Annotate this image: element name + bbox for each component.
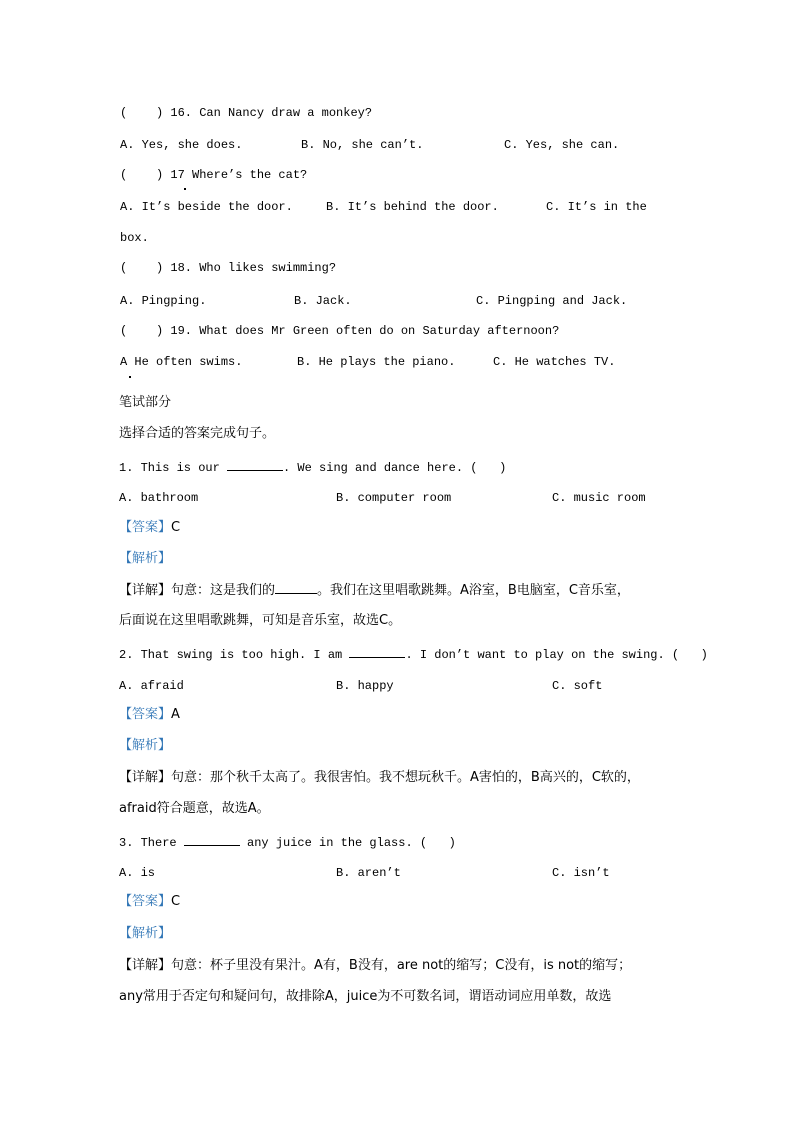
- option-c: C. He watches TV.: [493, 355, 616, 369]
- option-c: C. It’s in the: [546, 200, 647, 214]
- detail-label: 【详解】: [119, 958, 172, 973]
- answer-value: A: [171, 707, 180, 722]
- option-b: B. No, she can’t.: [301, 138, 424, 152]
- answer-blank: [184, 833, 240, 846]
- instruction: 选择合适的答案完成句子。: [119, 426, 276, 441]
- detail-text: 。我们在这里唱歌跳舞。A浴室，B电脑室，C音乐室，: [317, 583, 630, 598]
- option-a: A. afraid: [119, 679, 184, 693]
- question-2: [119, 645, 708, 663]
- answer-line: [119, 706, 180, 724]
- option-a: A. It’s beside the door.: [120, 200, 293, 214]
- option-a: A. bathroom: [119, 491, 199, 505]
- question-text: . We sing and dance here. ( ): [283, 461, 507, 475]
- analysis-label: 【解析】: [119, 738, 172, 753]
- question-17: ( ) 17 Where’s the cat?: [120, 168, 308, 182]
- detail-text: 句意：这是我们的: [171, 583, 276, 598]
- detail-line: [119, 581, 630, 599]
- question-18: ( ) 18. Who likes swimming?: [120, 261, 337, 275]
- answer-label: 【答案】: [119, 520, 172, 535]
- stray-dot: [129, 376, 131, 378]
- answer-value: C: [171, 894, 181, 909]
- option-c: C. music room: [552, 491, 646, 505]
- option-a: A. Yes, she does.: [120, 138, 243, 152]
- answer-label: 【答案】: [119, 894, 172, 909]
- option-a: A. Pingping.: [120, 294, 207, 308]
- answer-blank: [275, 581, 317, 594]
- answer-blank: [349, 645, 405, 658]
- answer-value: C: [171, 520, 181, 535]
- option-b: B. happy: [336, 679, 394, 693]
- question-text: 1. This is our: [119, 461, 228, 475]
- detail-line: [119, 769, 640, 787]
- detail-line-2: afraid符合题意，故选A。: [119, 801, 270, 816]
- stray-dot: [184, 188, 186, 190]
- analysis-label: 【解析】: [119, 926, 172, 941]
- analysis-label: 【解析】: [119, 551, 172, 566]
- option-a: A. is: [119, 866, 156, 880]
- option-c: C. Yes, she can.: [504, 138, 620, 152]
- answer-line: [119, 893, 180, 911]
- section-title: 笔试部分: [119, 395, 172, 410]
- option-b: B. computer room: [336, 491, 452, 505]
- answer-blank: [227, 458, 283, 471]
- option-b: B. Jack.: [294, 294, 352, 308]
- question-19: ( ) 19. What does Mr Green often do on Saturday afternoon?: [120, 324, 560, 338]
- option-a: A He often swims.: [120, 355, 243, 369]
- answer-line: [119, 519, 180, 537]
- question-16: ( ) 16. Can Nancy draw a monkey?: [120, 106, 373, 120]
- question-1: [119, 458, 506, 476]
- detail-line-2: 后面说在这里唱歌跳舞，可知是音乐室，故选C。: [119, 613, 402, 628]
- detail-line-2: any常用于否定句和疑问句，故排除A，juice为不可数名词，谓语动词应用单数，故选: [119, 989, 612, 1004]
- question-text: 3. There: [119, 836, 184, 850]
- option-b: B. It’s behind the door.: [326, 200, 499, 214]
- question-text: 2. That swing is too high. I am: [119, 648, 350, 662]
- question-text: any juice in the glass. ( ): [239, 836, 456, 850]
- question-text: . I don’t want to play on the swing. ( ): [405, 648, 708, 662]
- question-3: [119, 833, 456, 851]
- answer-label: 【答案】: [119, 707, 172, 722]
- detail-line: [119, 957, 631, 975]
- option-c: C. isn’t: [552, 866, 610, 880]
- option-b: B. aren’t: [336, 866, 401, 880]
- option-c: C. Pingping and Jack.: [476, 294, 628, 308]
- option-c: C. soft: [552, 679, 603, 693]
- detail-label: 【详解】: [119, 770, 172, 785]
- option-b: B. He plays the piano.: [297, 355, 456, 369]
- detail-label: 【详解】: [119, 583, 172, 598]
- detail-text: 句意：那个秋千太高了。我很害怕。我不想玩秋千。A害怕的，B高兴的，C软的，: [171, 770, 640, 785]
- option-c-wrap: box.: [120, 231, 149, 245]
- detail-text: 句意：杯子里没有果汁。A有，B没有，are not的缩写；C没有，is not的缩写；: [171, 958, 632, 973]
